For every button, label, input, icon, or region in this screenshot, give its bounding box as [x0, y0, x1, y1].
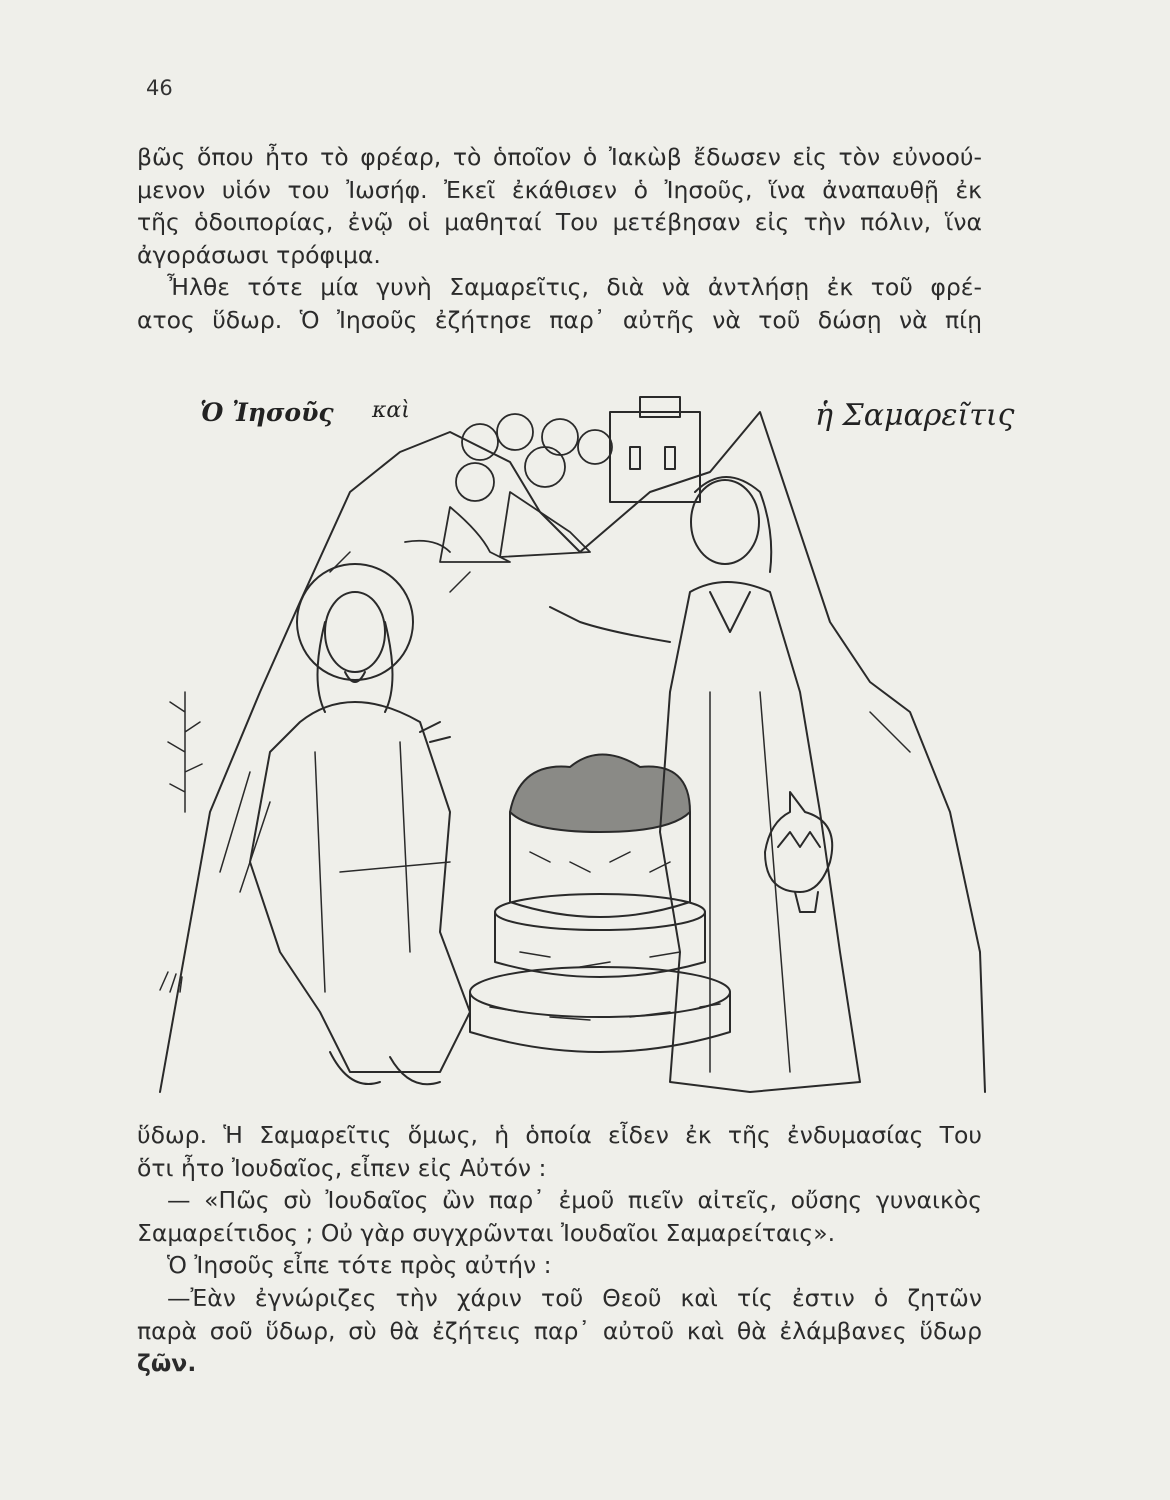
- ridge-shading: [220, 552, 910, 892]
- right-mountain-outline: [580, 412, 985, 1092]
- icon-illustration: [150, 392, 990, 1112]
- caption-and: καὶ: [372, 398, 410, 423]
- page-number: 46: [146, 76, 173, 100]
- text-line: — «Πῶς σὺ Ἰουδαῖος ὢν παρ᾽ ἐμοῦ πιεῖν αἰτεῖς, οὔσης γυναικὸς: [167, 1186, 982, 1215]
- text-line: ἀγοράσωσι τρόφιμα.: [137, 240, 381, 269]
- text-line: βῶς ὅπου ἦτο τὸ φρέαρ, τὸ ὁποῖον ὁ Ἰακὼβ ἔδωσεν εἰς τὸν εὐνοού-: [137, 143, 982, 171]
- text-line: ατος ὕδωρ. Ὁ Ἰησοῦς ἐζήτησε παρ᾽ αὐτῆς νὰ τοῦ δώσῃ νὰ πίῃ: [137, 305, 982, 334]
- top-paragraphs: [137, 141, 982, 337]
- text-line: ὅτι ἦτο Ἰουδαῖος, εἶπεν εἰς Αὐτόν :: [137, 1153, 547, 1182]
- text-line: Σαμαρείτιδος ; Οὐ γὰρ συγχρῶνται Ἰουδαῖοι Σαμαρείταις».: [137, 1218, 836, 1247]
- plant-left: [168, 692, 202, 812]
- text-line: Ἦλθε τότε μία γυνὴ Σαμαρεῖτις, διὰ νὰ ἀντλήσῃ ἐκ τοῦ φρέ-: [167, 273, 982, 302]
- well-icon: [470, 755, 730, 1053]
- jug-icon: [765, 792, 832, 912]
- caption-samaritan: ἡ Σαμαρεῖτις: [815, 398, 1015, 433]
- text-line: ζῶν.: [137, 1349, 197, 1378]
- text-line: —Ἐὰν ἐγνώριζες τὴν χάριν τοῦ Θεοῦ καὶ τίς ἐστιν ὁ ζητῶν: [167, 1283, 982, 1312]
- left-mountain-outline: [160, 432, 580, 1092]
- text-line: Ὁ Ἰησοῦς εἶπε τότε πρὸς αὐτήν :: [167, 1251, 552, 1280]
- disciples-group: [405, 414, 612, 562]
- tower-icon: [610, 397, 700, 502]
- bottom-paragraphs: [137, 1119, 982, 1380]
- text-line: παρὰ σοῦ ὕδωρ, σὺ θὰ ἐζήτεις παρ᾽ αὐτοῦ καὶ θὰ ἐλάμβανες ὕδωρ: [137, 1316, 982, 1345]
- text-line: τῆς ὁδοιπορίας, ἐνῷ οἱ μαθηταί Του μετέβησαν εἰς τὴν πόλιν, ἵνα: [137, 208, 982, 237]
- caption-jesus: Ὁ Ἰησοῦς: [200, 398, 334, 427]
- text-line: μενον υἱόν του Ἰωσήφ. Ἐκεῖ ἐκάθισεν ὁ Ἰησοῦς, ἵνα ἀναπαυθῇ ἐκ: [137, 175, 982, 204]
- text-line: ὕδωρ. Ἡ Σαμαρεῖτις ὅμως, ἡ ὁποία εἶδεν ἐκ τῆς ἐνδυμασίας Του: [137, 1121, 982, 1149]
